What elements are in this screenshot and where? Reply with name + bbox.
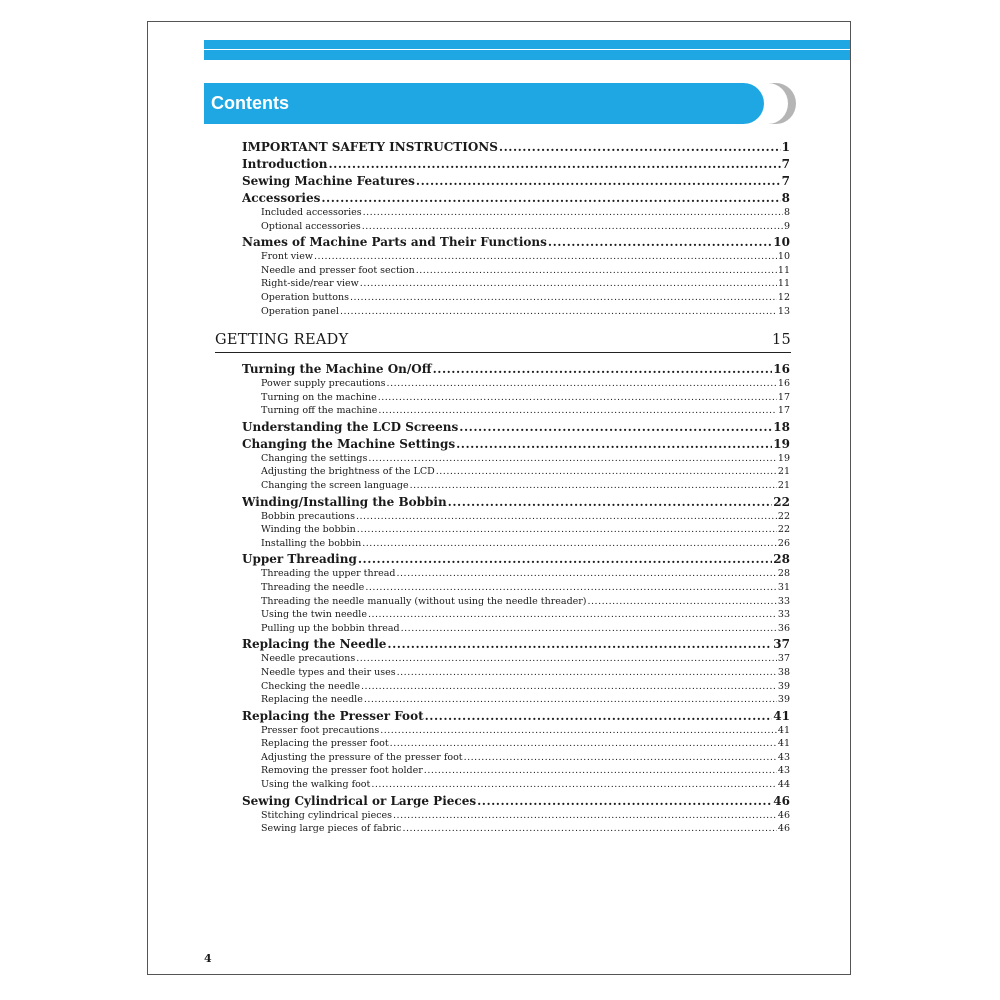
toc-leader-dots: [360, 277, 777, 291]
toc-entry-page: 28: [777, 568, 790, 580]
toc-subentry: [242, 291, 790, 305]
toc-subentry: [242, 567, 790, 581]
toc-entry-title: Adjusting the brightness of the LCD: [261, 466, 435, 478]
toc-entry-title: Presser foot precautions: [261, 724, 380, 736]
toc-entry-title: Upper Threading: [242, 552, 357, 567]
toc-subentry: [242, 510, 790, 524]
section-page: 15: [771, 332, 791, 348]
page-number: 4: [204, 952, 212, 965]
toc-subentry: [242, 452, 790, 466]
toc-entry-title: Needle types and their uses: [261, 666, 396, 678]
toc-entry-page: 43: [777, 765, 790, 777]
toc-entry-page: 18: [773, 419, 790, 434]
toc-leader-dots: [356, 510, 777, 524]
toc-entry: [242, 436, 790, 452]
header-arc-decoration: [768, 83, 800, 124]
toc-entry-page: 33: [777, 609, 790, 621]
toc-entry-page: 8: [783, 207, 790, 218]
toc-entry-page: 46: [777, 823, 790, 835]
toc-leader-dots: [358, 551, 772, 567]
toc-subentry: [242, 751, 790, 765]
section-divider: [215, 352, 791, 353]
toc-subentry: [242, 479, 790, 493]
toc-subentry: [242, 404, 790, 418]
toc-entry-title: IMPORTANT SAFETY INSTRUCTIONS: [242, 140, 498, 154]
toc-entry-title: Replacing the Presser Foot: [242, 708, 424, 723]
toc-subentry: [242, 264, 790, 278]
toc-leader-dots: [365, 581, 777, 595]
toc-entry-title: Right-side/rear view: [261, 278, 359, 290]
toc-leader-dots: [357, 523, 777, 537]
section-title: GETTING READY: [215, 332, 349, 348]
toc-entry-title: Bobbin precautions: [261, 510, 355, 522]
toc-subentry: [242, 391, 790, 405]
toc-entry: [242, 636, 790, 652]
toc-leader-dots: [433, 361, 773, 377]
toc-entry: [242, 173, 790, 189]
toc-entry: [242, 156, 790, 172]
toc-entry-page: 16: [777, 378, 790, 389]
toc-leader-dots: [364, 693, 777, 707]
toc-entry-page: 11: [777, 264, 790, 276]
toc-leader-dots: [397, 666, 777, 680]
toc-entry-page: 46: [773, 793, 790, 808]
toc-entry-page: 26: [777, 537, 790, 549]
toc-leader-dots: [588, 595, 777, 609]
toc-entry-title: Sewing large pieces of fabric: [261, 823, 402, 835]
toc-entry-title: Operation buttons: [261, 291, 349, 303]
toc-entry-title: Power supply precautions: [261, 378, 386, 389]
toc-entry-title: Included accessories: [261, 207, 362, 218]
toc-entry-page: 9: [783, 220, 790, 232]
page-title: Contents: [211, 93, 289, 113]
toc-leader-dots: [328, 156, 780, 172]
toc-entry: [242, 234, 790, 250]
toc-leader-dots: [459, 419, 772, 435]
toc-leader-dots: [378, 404, 777, 418]
toc-leader-dots: [416, 264, 777, 278]
toc-entry-title: Sewing Cylindrical or Large Pieces: [242, 793, 477, 808]
toc-leader-dots: [378, 391, 777, 405]
toc-entry-title: Changing the Machine Settings: [242, 436, 456, 451]
toc-leader-dots: [363, 206, 783, 220]
toc-leader-dots: [387, 636, 772, 652]
toc-entry-title: Winding the bobbin: [261, 524, 356, 536]
toc-entry-page: 37: [773, 637, 790, 652]
toc-leader-dots: [380, 724, 777, 738]
toc-entry-title: Changing the screen language: [261, 479, 409, 491]
toc-leader-dots: [464, 751, 777, 765]
toc-entry-page: 21: [777, 466, 790, 478]
toc-subentry: [242, 680, 790, 694]
toc-leader-dots: [340, 305, 777, 319]
toc-entry-title: Accessories: [242, 191, 321, 205]
toc-subentry: [242, 764, 790, 778]
toc-subentry: [242, 581, 790, 595]
toc-entry-title: Threading the needle manually (without using the needle threader): [261, 595, 587, 607]
toc-subentry: [242, 666, 790, 680]
toc-entry: [242, 361, 790, 377]
toc-leader-dots: [356, 652, 777, 666]
toc-entry-title: Turning off the machine: [261, 405, 378, 417]
toc-subentry: [242, 822, 790, 836]
toc-entry-title: Checking the needle: [261, 680, 361, 692]
toc-entry-page: 12: [777, 291, 790, 303]
toc-leader-dots: [436, 465, 777, 479]
toc-entry-page: 7: [781, 174, 790, 188]
toc-entry-title: Needle and presser foot section: [261, 264, 415, 276]
toc-leader-dots: [477, 793, 772, 809]
section-heading: [215, 332, 791, 348]
toc-entry-title: Stitching cylindrical pieces: [261, 809, 393, 821]
contents-header-bar: [204, 83, 764, 124]
toc-entry-page: 33: [777, 595, 790, 607]
toc-entry-title: Replacing the Needle: [242, 637, 387, 652]
toc-leader-dots: [499, 139, 781, 155]
toc-entry-title: Adjusting the pressure of the presser foot: [261, 751, 463, 763]
toc-subentry: [242, 809, 790, 823]
toc-entry-page: 41: [777, 724, 790, 736]
toc-subentry: [242, 737, 790, 751]
toc-entry-title: Operation panel: [261, 305, 339, 317]
toc-leader-dots: [402, 822, 776, 836]
toc-entry-title: Using the twin needle: [261, 609, 367, 621]
toc-entry-title: Introduction: [242, 157, 328, 171]
top-header-band: [204, 40, 850, 60]
toc-leader-dots: [424, 764, 777, 778]
document-page: [147, 21, 851, 975]
toc-entry-page: 7: [781, 157, 790, 171]
toc-entry-page: 19: [773, 436, 790, 451]
toc-entry-page: 44: [777, 779, 790, 791]
toc-entry-title: Using the walking foot: [261, 779, 371, 791]
toc-entry-title: Winding/Installing the Bobbin: [242, 494, 447, 509]
toc-entry: [242, 494, 790, 510]
toc-subentry: [242, 652, 790, 666]
toc-entry-title: Threading the needle: [261, 581, 365, 593]
toc-entry-page: 21: [777, 479, 790, 491]
toc-entry-page: 13: [777, 305, 790, 317]
toc-entry: [242, 190, 790, 206]
toc-entry-page: 16: [773, 362, 790, 376]
toc-entry-title: Threading the upper thread: [261, 568, 396, 580]
toc-leader-dots: [456, 436, 772, 452]
toc-entry-page: 10: [773, 235, 790, 250]
toc-leader-dots: [425, 708, 773, 724]
toc-leader-dots: [368, 452, 777, 466]
toc-subentry: [242, 537, 790, 551]
toc-leader-dots: [448, 494, 773, 510]
toc-leader-dots: [387, 377, 777, 391]
toc-entry-page: 38: [777, 666, 790, 678]
toc-subentry: [242, 693, 790, 707]
toc-entry-title: Changing the settings: [261, 452, 368, 464]
toc-entry-page: 10: [777, 251, 790, 263]
toc-subentry: [242, 206, 790, 220]
toc-entry-page: 28: [773, 552, 790, 567]
toc-entry-title: Replacing the needle: [261, 694, 363, 706]
toc-leader-dots: [314, 250, 777, 264]
toc-leader-dots: [361, 680, 777, 694]
toc-entry-page: 22: [773, 494, 790, 509]
toc-entry-page: 41: [777, 738, 790, 750]
toc-entry-page: 22: [777, 510, 790, 522]
toc-entry-page: 39: [777, 680, 790, 692]
toc-entry-page: 17: [777, 405, 790, 417]
toc-entry-page: 22: [777, 524, 790, 536]
toc-entry-title: Installing the bobbin: [261, 537, 362, 549]
toc-leader-dots: [362, 220, 783, 234]
toc-leader-dots: [321, 190, 780, 206]
toc-subentry: [242, 377, 790, 391]
toc-subentry: [242, 305, 790, 319]
toc-entry: [242, 551, 790, 567]
toc-entry: [242, 708, 790, 724]
toc-leader-dots: [362, 537, 777, 551]
toc-entry-page: 36: [777, 622, 790, 634]
toc-entry-title: Understanding the LCD Screens: [242, 419, 459, 434]
toc-leader-dots: [350, 291, 777, 305]
toc-entry-page: 31: [777, 581, 790, 593]
toc-subentry: [242, 465, 790, 479]
toc-entry-title: Turning on the machine: [261, 391, 377, 403]
toc-entry-title: Names of Machine Parts and Their Functions: [242, 235, 547, 250]
toc-entry-page: 17: [777, 391, 790, 403]
toc-leader-dots: [390, 737, 777, 751]
toc-leader-dots: [393, 809, 777, 823]
toc-subentry: [242, 250, 790, 264]
toc-entry-page: 46: [777, 809, 790, 821]
toc-entry-page: 19: [777, 452, 790, 464]
toc-leader-dots: [410, 479, 777, 493]
toc-subentry: [242, 220, 790, 234]
toc-entry-title: Replacing the presser foot: [261, 738, 389, 750]
toc-entry-title: Sewing Machine Features: [242, 174, 415, 188]
toc-entry-title: Optional accessories: [261, 220, 361, 232]
toc-entry-title: Front view: [261, 251, 313, 263]
toc-entry-page: 39: [777, 694, 790, 706]
toc-subentry: [242, 608, 790, 622]
toc-leader-dots: [371, 778, 777, 792]
toc-entry-page: 1: [781, 140, 790, 154]
toc-entry: [242, 793, 790, 809]
toc-leader-dots: [368, 608, 777, 622]
toc-leader-dots: [397, 567, 777, 581]
toc-entry-page: 37: [777, 653, 790, 665]
toc-intro-list: [242, 138, 790, 318]
toc-entry-title: Pulling up the bobbin thread: [261, 622, 400, 634]
toc-entry-page: 8: [781, 191, 790, 205]
toc-section-list: [242, 360, 790, 836]
toc-entry-page: 43: [777, 751, 790, 763]
toc-subentry: [242, 724, 790, 738]
toc-subentry: [242, 622, 790, 636]
toc-entry-page: 11: [777, 278, 790, 290]
toc-subentry: [242, 523, 790, 537]
toc-subentry: [242, 277, 790, 291]
toc-leader-dots: [548, 234, 772, 250]
toc-subentry: [242, 595, 790, 609]
toc-subentry: [242, 778, 790, 792]
toc-entry-title: Needle precautions: [261, 653, 356, 665]
toc-entry: [242, 419, 790, 435]
toc-leader-dots: [401, 622, 777, 636]
toc-entry-title: Turning the Machine On/Off: [242, 362, 432, 376]
toc-entry-page: 41: [773, 708, 790, 723]
toc-entry-title: Removing the presser foot holder: [261, 765, 423, 777]
toc-entry: [242, 139, 790, 155]
toc-leader-dots: [416, 173, 781, 189]
